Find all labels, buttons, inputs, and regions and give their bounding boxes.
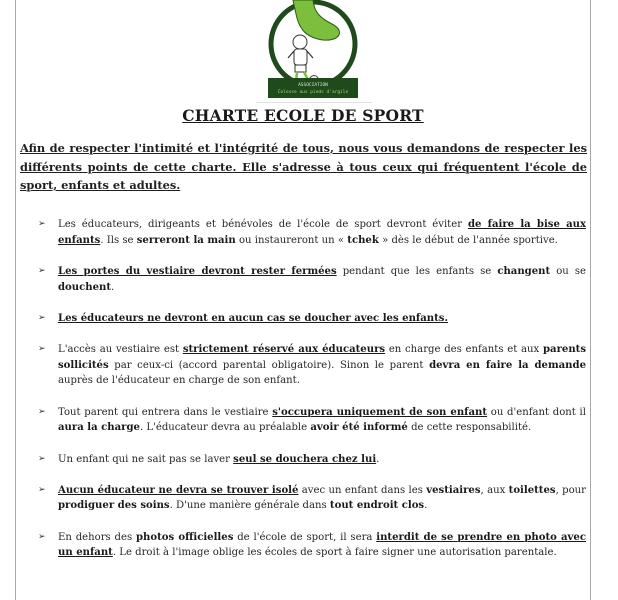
logo-line2: Colosse aux pieds d'argile bbox=[277, 90, 349, 95]
arrow-bullet-icon: ➢ bbox=[38, 531, 46, 542]
arrow-bullet-icon: ➢ bbox=[38, 265, 46, 276]
rule-text: . D'une manière générale dans bbox=[169, 500, 330, 512]
player-head-icon bbox=[293, 35, 307, 49]
emphasis-text: prodiguer des soins bbox=[58, 500, 170, 512]
arrow-bullet-icon: ➢ bbox=[38, 312, 46, 323]
rule-text: » dès le début de l'année sportive. bbox=[378, 234, 558, 246]
page-title: CHARTE ECOLE DE SPORT bbox=[182, 106, 424, 125]
rule-text: Un enfant qui ne sait pas se laver bbox=[58, 453, 234, 465]
logo-banner bbox=[268, 78, 358, 98]
rule-text: ou instaureront un « bbox=[235, 234, 348, 246]
emphasis-text: aura la charge bbox=[58, 422, 140, 434]
rule-text: Tout parent qui entrera dans le vestiaire bbox=[58, 406, 273, 418]
logo-line1: ASSOCIATION bbox=[298, 83, 328, 88]
emphasis-text: vestiaires bbox=[426, 484, 481, 496]
emphasis-text: s'occupera uniquement de son enfant bbox=[272, 406, 488, 418]
emphasis-text: douchent bbox=[58, 281, 112, 293]
arrow-bullet-icon: ➢ bbox=[38, 406, 46, 417]
emphasis-text: changent bbox=[497, 265, 551, 277]
rule-text: en charge des enfants et aux bbox=[385, 344, 543, 356]
rule-item bbox=[16, 405, 586, 436]
emphasis-text: Les éducateurs ne devront en aucun cas se doucher avec les enfants. bbox=[58, 312, 448, 324]
intro-paragraph: Afin de respecter l'intimité et l'intégrité de tous, nous vous demandons de respecter les différents points de cette charte. Elle s'adresse à tous ceux qui fréquentent l'école de sport, enfants et adultes. bbox=[20, 141, 587, 192]
rule-text: Les éducateurs, dirigeants et bénévoles de l'école de sport devront éviter bbox=[58, 219, 468, 230]
rule-text: de cette responsabilité. bbox=[407, 422, 532, 434]
emphasis-text: photos officielles bbox=[136, 531, 234, 543]
rule-text: par ceux-ci (accord parental obligatoire). Sinon le parent bbox=[108, 359, 430, 371]
emphasis-text: de faire la bise aux enfants bbox=[58, 219, 587, 246]
logo-divider bbox=[256, 102, 372, 103]
emphasis-text: parents sollicités bbox=[58, 344, 587, 371]
emphasis-text: serreront la main bbox=[136, 234, 236, 246]
arrow-bullet-icon: ➢ bbox=[38, 344, 46, 355]
rule-text: ou se bbox=[550, 265, 586, 277]
rule-text: . Ils se bbox=[100, 234, 137, 246]
rule-item bbox=[16, 452, 586, 468]
rule-text: En dehors des bbox=[58, 531, 136, 543]
emphasis-text: seul se douchera chez lui bbox=[233, 453, 377, 465]
rule-text: L'accès au vestiaire est bbox=[58, 344, 183, 356]
rule-text: , pour bbox=[555, 484, 587, 496]
rule-item bbox=[16, 483, 586, 514]
rule-text: . bbox=[111, 281, 115, 293]
arrow-bullet-icon: ➢ bbox=[38, 484, 46, 495]
rule-text: pendant que les enfants se bbox=[336, 265, 498, 277]
emphasis-text: devra en faire la demande bbox=[429, 359, 586, 371]
rule-text: avec un enfant dans les bbox=[298, 484, 427, 496]
rule-item bbox=[16, 217, 586, 248]
rule-text: auprès de l'éducateur en charge de son enfant. bbox=[58, 375, 300, 387]
emphasis-text: Aucun éducateur ne devra se trouver isolé bbox=[58, 484, 299, 496]
emphasis-text: Les portes du vestiaire devront rester fermées bbox=[58, 265, 337, 277]
document-page bbox=[15, 0, 591, 600]
emphasis-text: tout endroit clos bbox=[329, 500, 425, 512]
rule-text: , aux bbox=[480, 484, 509, 496]
association-logo bbox=[258, 0, 368, 102]
emphasis-text: avoir été informé bbox=[310, 422, 408, 434]
rule-text: . bbox=[424, 500, 428, 512]
rule-item bbox=[16, 342, 586, 389]
emphasis-text: tchek bbox=[347, 234, 379, 246]
arrow-bullet-icon: ➢ bbox=[38, 453, 46, 464]
rule-text: . L'éducateur devra au préalable bbox=[139, 422, 311, 434]
arrow-bullet-icon: ➢ bbox=[38, 219, 46, 229]
player-body-icon bbox=[294, 49, 307, 65]
rule-item bbox=[16, 264, 586, 295]
rule-item bbox=[16, 530, 586, 561]
rule-text: ou d'enfant dont il bbox=[487, 406, 586, 418]
rule-item bbox=[16, 311, 586, 327]
rule-text: . bbox=[376, 453, 380, 465]
emphasis-text: interdit de se prendre en photo avec un enfant bbox=[58, 531, 586, 559]
rule-text: . Le droit à l'image oblige les écoles de sport à faire signer une autorisation parentale. bbox=[112, 547, 557, 559]
rules-list bbox=[16, 217, 590, 577]
rule-text: de l'école de sport, il sera bbox=[233, 531, 377, 543]
emphasis-text: strictement réservé aux éducateurs bbox=[182, 344, 386, 356]
emphasis-text: toilettes bbox=[508, 484, 556, 496]
